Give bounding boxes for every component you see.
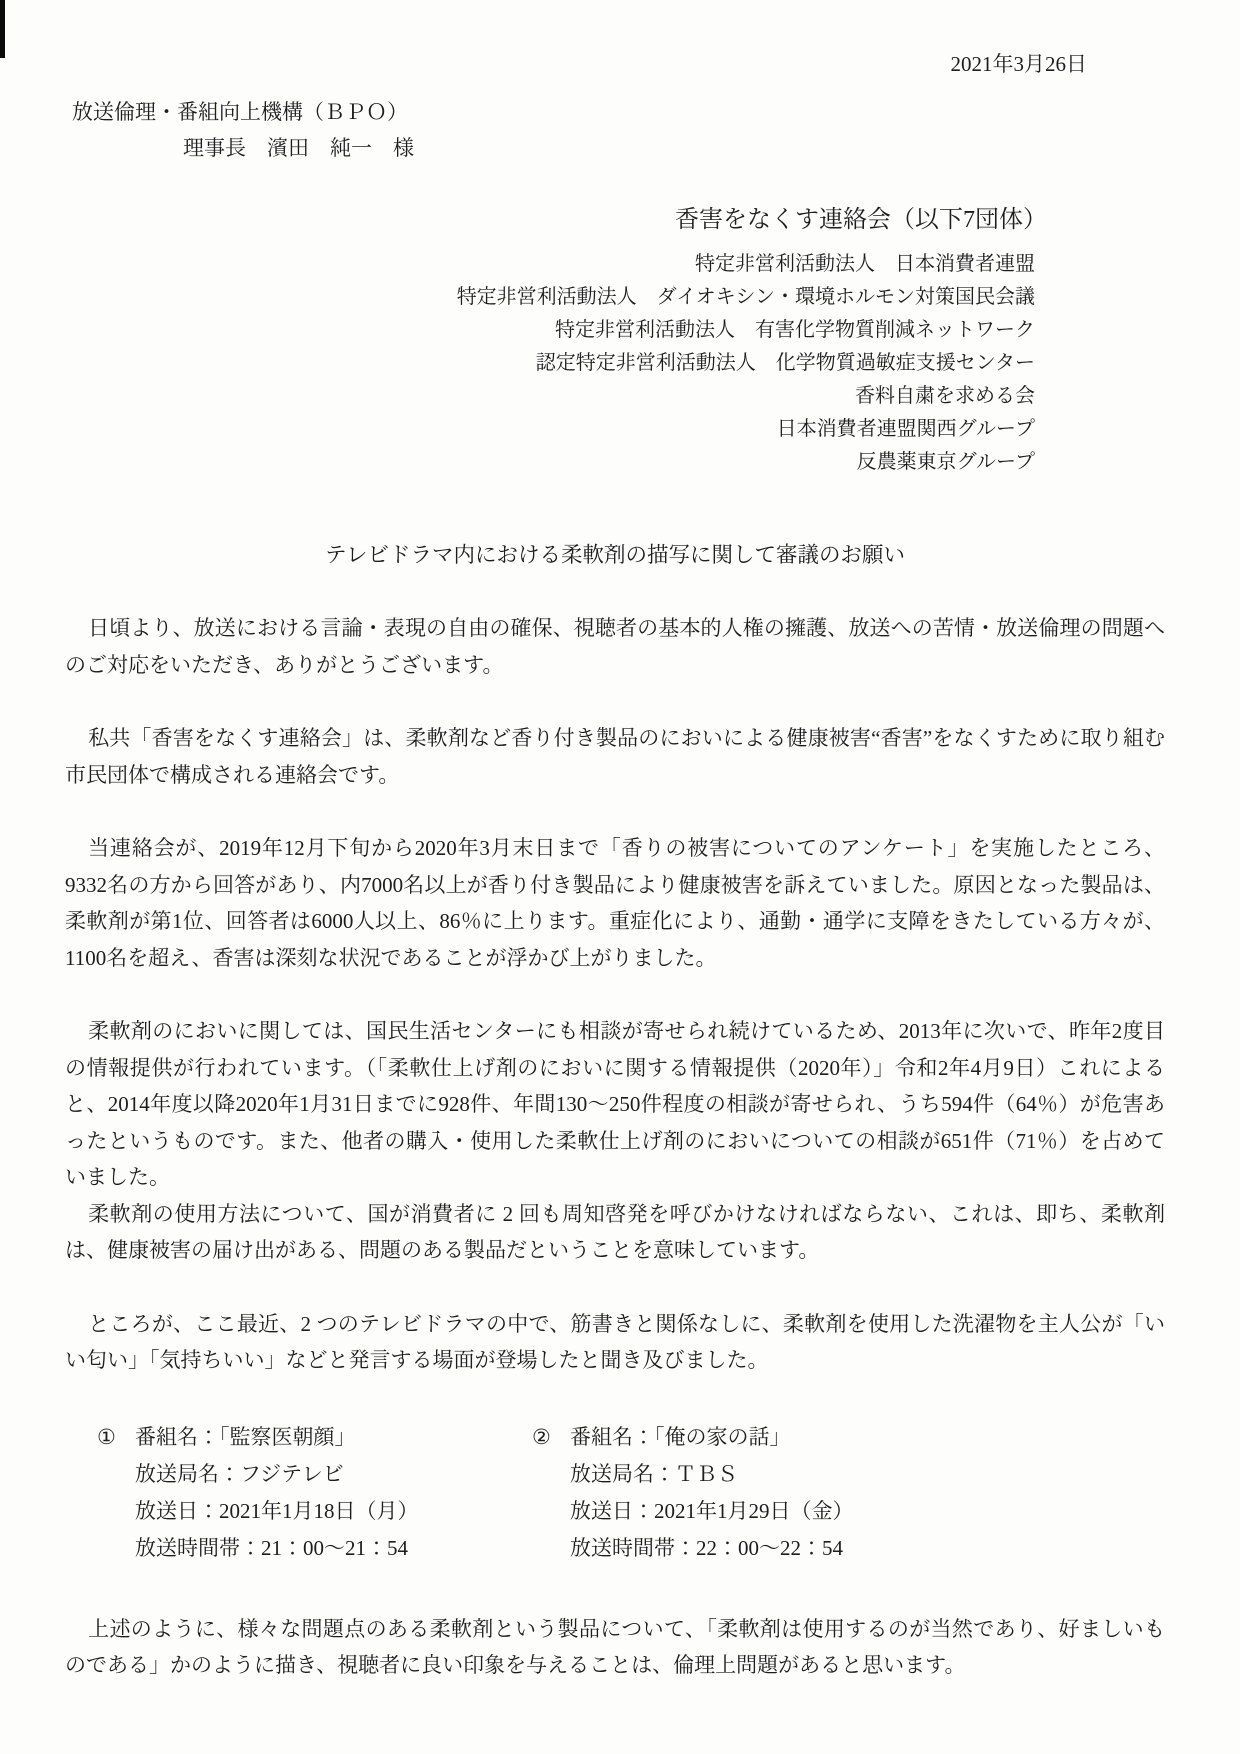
closing-paragraph: 上述のように、様々な問題点のある柔軟剤という製品について、「柔軟剤は使用するのが当然であり、好ましいものである」かのように描き、視聴者に良い印象を与えることは、倫理上問題があると思います。 xyxy=(65,1616,1165,1677)
program-name: 番組名：「監察医朝顔」 xyxy=(135,1424,356,1449)
letter-date: 2021年3月26日 xyxy=(950,52,1087,76)
program-list xyxy=(65,1419,1165,1567)
program-air-date: 放送日：2021年1月18日（月） xyxy=(135,1498,419,1523)
sender-organization: 日本消費者連盟関西グループ xyxy=(776,418,1035,440)
program-name: 番組名：「俺の家の話」 xyxy=(570,1424,791,1449)
body-paragraph: 私共「香害をなくす連絡会」は、柔軟剤など香り付き製品のにおいによる健康被害“香害”をなくすために取り組む市民団体で構成される連絡会です。 xyxy=(65,726,1165,787)
body-paragraph: 当連絡会が、2019年12月下旬から2020年3月末日まで「香りの被害についてのアンケート」を実施したところ、9332名の方から回答があり、内7000名以上が香り付き製品により健康被害を訴えていました。原因となった製品は、柔軟剤が第1位、回答者は6000人以上、86％に上ります。重症化により、通勤・通学に支障をきたしている方々が、1100名を超え、香害は深刻な状況であることが浮かび上がりました。 xyxy=(65,836,1165,970)
sender-organization: 特定非営利活動法人 有害化学物質削減ネットワーク xyxy=(555,319,1035,341)
program-station: 放送局名：フジテレビ xyxy=(135,1461,344,1486)
sender-organization: 香料自粛を求める会 xyxy=(855,385,1035,407)
sender-block xyxy=(65,200,1165,479)
document-title: テレビドラマ内における柔軟剤の描写に関して審議のお願い xyxy=(324,543,906,567)
program-time-slot: 放送時間帯：21：00～21：54 xyxy=(135,1535,408,1560)
recipient-person: 理事長 濱田 純一 様 xyxy=(183,136,414,160)
sender-organization: 特定非営利活動法人 日本消費者連盟 xyxy=(695,253,1035,275)
program-item-1 xyxy=(97,1419,532,1567)
program-item-2 xyxy=(532,1419,854,1567)
program-number: ① xyxy=(97,1424,116,1449)
sender-heading: 香害をなくす連絡会（以下7団体） xyxy=(675,207,1047,233)
program-number: ② xyxy=(532,1424,551,1449)
body-paragraph: ところが、ここ最近、2 つのテレビドラマの中で、筋書きと関係なしに、柔軟剤を使用した洗濯物を主人公が「いい匂い」「気持ちいい」などと発言する場面が登場したと聞き及びました。 xyxy=(65,1311,1165,1372)
program-station: 放送局名：ＴＢＳ xyxy=(570,1461,738,1486)
scan-artifact xyxy=(0,0,5,58)
body-paragraph: 柔軟剤の使用方法について、国が消費者に 2 回も周知啓発を呼びかけなければならない、これは、即ち、柔軟剤は、健康被害の届け出がある、問題のある製品だということを意味しています。 xyxy=(65,1201,1165,1262)
body-paragraph: 柔軟剤のにおいに関しては、国民生活センターにも相談が寄せられ続けているため、2013年に次いで、昨年2度目の情報提供が行われています。（「柔軟仕上げ剤のにおいに関する情報提供（2020年）」令和2年4月9日）これによると、2014年度以降2020年1月31日までに928件、年間130～250件程度の相談が寄せられ、うち594件（64％）が危害あったというものです。また、他者の購入・使用した柔軟仕上げ剤のにおいについての相談が651件（71％）を占めていました。 xyxy=(65,1019,1165,1189)
sender-organization-list xyxy=(65,248,1165,479)
recipient-organization: 放送倫理・番組向上機構（ＢＰＯ） xyxy=(72,100,408,124)
sender-organization: 認定特定非営利活動法人 化学物質過敏症支援センター xyxy=(535,352,1035,374)
sender-organization: 特定非営利活動法人 ダイオキシン・環境ホルモン対策国民会議 xyxy=(456,286,1035,308)
sender-organization: 反農薬東京グループ xyxy=(856,451,1035,473)
body-paragraph: 日頃より、放送における言論・表現の自由の確保、視聴者の基本的人権の擁護、放送への苦情・放送倫理の問題へのご対応をいただき、ありがとうございます。 xyxy=(65,616,1165,677)
program-time-slot: 放送時間帯：22：00～22：54 xyxy=(570,1535,843,1560)
program-air-date: 放送日：2021年1月29日（金） xyxy=(570,1498,854,1523)
